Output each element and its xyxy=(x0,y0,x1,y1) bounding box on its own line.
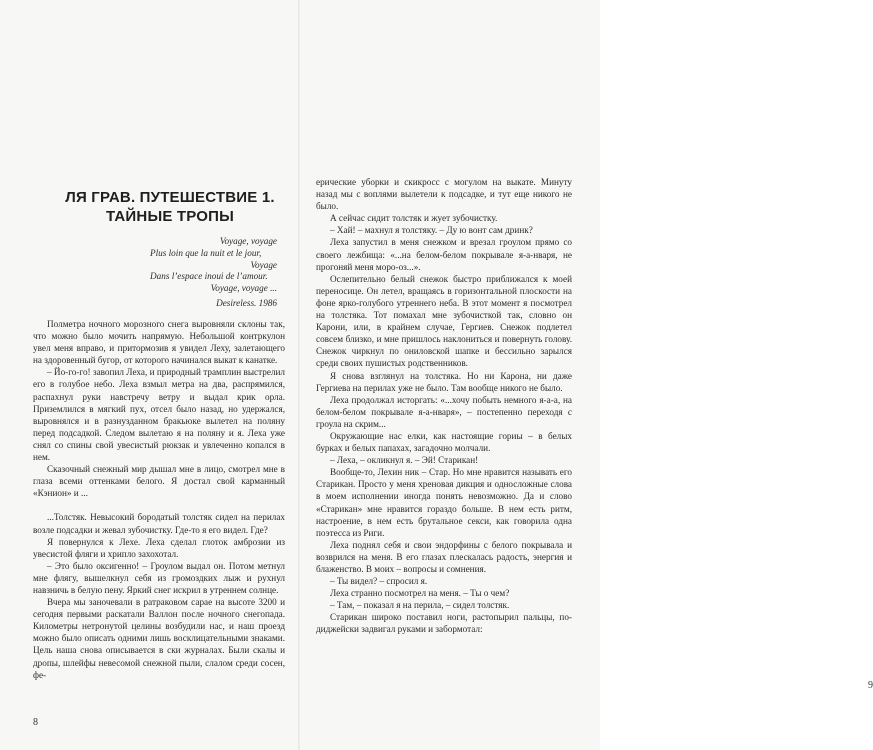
epigraph-line: Voyage, voyage ... xyxy=(210,283,277,294)
left-page xyxy=(0,0,300,750)
right-body-text xyxy=(316,176,572,636)
chapter-title-line2: ТАЙНЫЕ ТРОПЫ xyxy=(105,208,235,225)
paragraph: Леха запустил в меня снежком и врезал гроулом прямо со своего лежбища: «...на белом-белом покрывале я-а-нваря, не прогоняй меня моро-оз...». xyxy=(316,237,572,272)
paragraph: Я повернулся к Лехе. Леха сделал глоток амброзии из увесистой фляги и хрипло захохотал. xyxy=(33,536,285,559)
paragraph: Сказочный снежный мир дышал мне в лицо, смотрел мне в глаза всеми оттенками белого. Я достал свой карманный «Кэнион» и ... xyxy=(33,464,285,499)
page-number: 8 xyxy=(33,717,38,728)
epigraph-line: Plus loin que la nuit et le jour, xyxy=(150,247,262,258)
paragraph: – Это было оксигенно! – Гроулом выдал он. Потом метнул мне флягу, вышелкнул себя из громоздких лыж и рухнул навзничь в белую пену. Яркий снег искрил в утреннем солнце. xyxy=(33,560,285,595)
paragraph: Леха поднял себя и свои эндорфины с белого покрывала и возврился на меня. В его глазах плескалась радость, энергия и блаженство. В моих – вопросы и сомнения. xyxy=(316,539,572,574)
paragraph: ...Толстяк. Невысокий бородатый толстяк сидел на перилах возле подсадки и жевал зубочистку. Где-то я его видел. Где? xyxy=(33,512,285,535)
paragraph: Вчера мы заночевали в ратраковом сарае на высоте 3200 и сегодня первыми раскатали Валлон после ночного снегопада. Километры нетронутой целины возбудили нас, и наш проезд можно было описать одними лишь восклицательными знаками. Цель наша снова описывается в ски журналах. Были скалы и дропы, шлейфы невесомой снежной пыли, слалом среди сосен, фе- xyxy=(33,597,285,680)
paragraph: – Ты видел? – спросил я. xyxy=(330,576,428,587)
epigraph-line: Dans l’espace inoui de l’amour. xyxy=(150,271,268,282)
paragraph: Полметра ночного морозного снега выровняли склоны так, что можно было мочить напрямую. Небольшой контркулон увел меня вправо, и притормозив я увидел Леху, залетающего на здоровенный бугор, от которого начинался выкат к канатке. xyxy=(33,319,285,366)
epigraph xyxy=(150,236,277,295)
paragraph: Леха продолжал исторгать: «...хочу побыть немного я-а-а, на белом-белом покрывале я-а-нваря», – постепенно переходя с гроула на скрим... xyxy=(316,394,572,429)
paragraph: Вообще-то, Лехин ник – Стар. Но мне нравится называть его Старикан. Просто у меня хреновая дикция и односложные слова в моем исполнении иногда понять невозможно. Да и слово «Старикан» мне нравится гораздо больше. В нем есть ритм, настроение, в нем есть брутальное секси, как говорила одна поэтесса из Риги. xyxy=(316,467,572,538)
paragraph: Ослепительно белый снежок быстро приближался к моей переносице. Он летел, вращаясь в горизонтальной плоскости на фоне ярко-голубого утреннего неба. В этот момент я посмотрел на толстяка. Тот помахал мне зубочисткой так, словно он Карони, или, в крайнем случае, Гергиев. Снежок подлетел совсем близко, и мне пришлось наклониться и повернуть голову. Снежок чиркнул по ониловской шапке и бессильно зарылся среди своих пушистых родственников. xyxy=(316,273,572,369)
epigraph-line: Voyage, voyage xyxy=(219,236,277,246)
paragraph: – Хай! – махнул я толстяку. – Ду ю вонт сам дринк? xyxy=(330,225,533,236)
paragraph: – Йо-го-го! завопил Леха, и природный трамплин выстрелил его в голубое небо. Леха взмыл метра на два, распрямился, распахнул руки навстречу ветру и выдал крик орла. Приземлился в мягкий пух, отсел было назад, но удержался, выровнялся и в разнузданном бракьюке вылетел на поляну перед подсадкой. Следом вылетаю я на поляну и я. Леха уже снял со спины свой увесистый рюкзак и увлеченно копался в нем. xyxy=(33,367,285,463)
left-body-text xyxy=(33,318,285,681)
paragraph: ерические уборки и скикросс с могулом на выкате. Минуту назад мы с воплями вылетели к подсадке, и тут еще никого не было. xyxy=(316,177,572,212)
paragraph: Старикан широко поставил ноги, растопырил пальцы, по-диджейски задвигал руками и забормотал: xyxy=(316,612,572,635)
paragraph: А сейчас сидит толстяк и жует зубочистку. xyxy=(330,213,498,224)
chapter-title-line1: ЛЯ ГРАВ. ПУТЕШЕСТВИЕ 1. xyxy=(65,189,275,206)
epigraph-source: Desireless. 1986 xyxy=(216,298,277,308)
paragraph: Я снова взглянул на толстяка. Но ни Карона, ни даже Гергиева на перилах уже не было. Там вообще никого не было. xyxy=(316,370,572,393)
paragraph: – Леха, – окликнул я. – Эй! Старикан! xyxy=(330,455,479,466)
paragraph: – Там, – показал я на перила, – сидел толстяк. xyxy=(330,600,510,611)
epigraph-line: Voyage xyxy=(250,259,277,270)
chapter-title xyxy=(55,188,285,226)
page-number: 9 xyxy=(868,680,873,691)
paragraph: Окружающие нас елки, как настоящие гориы – в белых бурках и белых папахах, загадочно молчали. xyxy=(316,430,572,454)
paragraph: Леха странно посмотрел на меня. – Ты о чем? xyxy=(330,588,510,599)
